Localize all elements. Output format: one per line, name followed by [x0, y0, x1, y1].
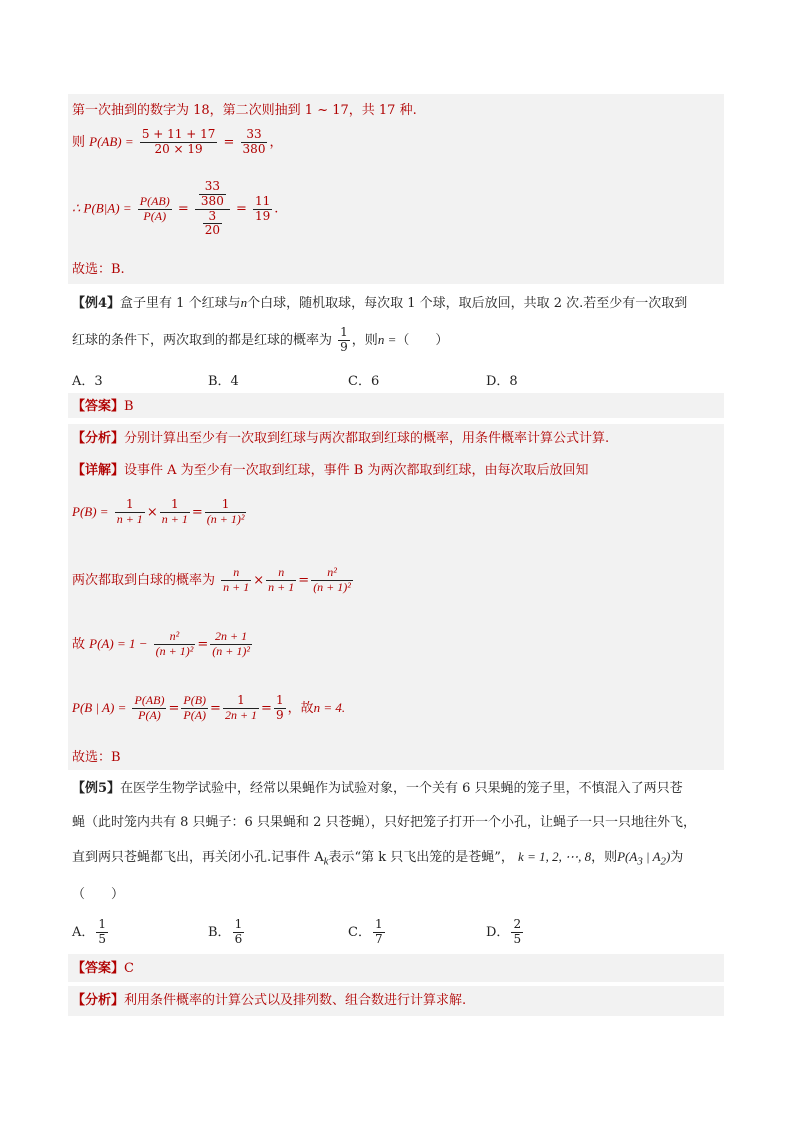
- solution-line1: 第一次抽到的数字为 18，第二次则抽到 1 ~ 17，共 17 种.: [72, 103, 417, 118]
- result-fraction: [253, 195, 272, 224]
- ex5-tag: 【例5】: [72, 781, 121, 796]
- ex5-text3: 直到两只苍蝇都飞出，再关闭小孔.记事件 A: [72, 850, 324, 865]
- ex5-text4: 表示“第 k 只飞出笼的是苍蝇”，: [328, 850, 514, 865]
- ex4-answer-value: B: [124, 399, 134, 414]
- ex4-cond-line: P(B | A) = $\frac{P(AB)}{P(A)}$ = $\frac{P(B)}{P(A)}$ = $\frac{1}{2n + 1}$ = $\frac{1}{9}$ ，故n = 4.: [72, 693, 346, 722]
- f1-num: 1: [115, 498, 145, 513]
- ex4-analysis: [72, 432, 609, 445]
- c4-den: 9: [275, 707, 284, 722]
- c4: [274, 694, 286, 723]
- ex4-option-a[interactable]: A．3: [72, 374, 103, 389]
- ex5-answer-tag: 【答案】: [72, 961, 125, 976]
- ex5-krange: k = 1, 2, ⋯, 8: [518, 849, 592, 864]
- nest-top-den: 380: [200, 193, 224, 208]
- pba-den: P(A): [143, 208, 167, 223]
- ex5-opt-a-den: 5: [98, 931, 107, 946]
- ex5-paren: （ ）: [72, 887, 125, 902]
- f2: [160, 498, 190, 527]
- f1-den: n + 1: [116, 511, 143, 526]
- ex5-text1: 在医学生物学试验中，经常以果蝇作为试验对象，一个关有 6 只果蝇的笼子里，不慎混入了两只苍: [120, 781, 683, 796]
- w2: [266, 566, 296, 595]
- ex5-sub-k: k: [323, 855, 329, 868]
- pb-lhs: P(B) =: [72, 503, 109, 519]
- pa2: [210, 630, 252, 659]
- ex5-opt-b-den: 6: [234, 931, 243, 946]
- f3: [205, 498, 247, 527]
- prob-sub1: 3: [637, 855, 643, 868]
- ex5-option-a[interactable]: [72, 918, 110, 947]
- white-text: 两次都取到白球的概率为: [72, 572, 216, 588]
- ex5-answer-value: C: [124, 961, 134, 976]
- w1: [221, 566, 251, 595]
- c4-num: 1: [275, 693, 284, 707]
- equals: =: [223, 134, 235, 150]
- pba-lhs: ∴ P(B|A) =: [72, 200, 132, 216]
- ex5-analysis-text: 利用条件概率的计算公式以及排列数、组合数进行计算求解.: [124, 993, 467, 1008]
- c3: [223, 694, 259, 723]
- ex4-text2: 个白球，随机取球，每次取 1 个球，取后放回，共取 2 次.若至少有一次取到: [247, 296, 688, 311]
- ex4-text5: （ ）: [396, 332, 449, 348]
- c1-num: P(AB): [134, 693, 165, 707]
- ex4-detail-tag: 【详解】: [72, 463, 125, 478]
- prob-end: ): [665, 849, 671, 864]
- nest-bot-den: 20: [204, 223, 221, 238]
- ex5-line1: [72, 782, 683, 795]
- ex5-opt-b-label: B．: [208, 924, 231, 940]
- res-den: 19: [255, 208, 271, 223]
- f3-num: 1: [205, 498, 247, 513]
- ex5-opt-c-den: 7: [374, 931, 383, 946]
- ex5-answer: [72, 962, 134, 975]
- ex4-answer-tag: 【答案】: [72, 399, 125, 414]
- ex4-n1: n: [240, 295, 248, 310]
- nest-bot-num: 3: [203, 210, 222, 225]
- answer-block-ex4: [68, 393, 724, 418]
- pab-den2: 380: [242, 141, 266, 156]
- ex5-opt-a-label: A．: [72, 924, 95, 940]
- cond-result: n = 4.: [313, 699, 346, 715]
- ex4-option-b[interactable]: B．4: [208, 374, 239, 389]
- ex4-tag: 【例4】: [72, 296, 121, 311]
- c1-den: P(A): [138, 707, 161, 722]
- pab-lhs: P(AB) =: [89, 133, 134, 149]
- res-num: 11: [255, 193, 271, 208]
- w1-num: n: [221, 566, 251, 581]
- nested-fraction: [195, 180, 230, 238]
- ex4-frac-den: 9: [340, 339, 348, 354]
- pa1-num: n²: [154, 630, 196, 645]
- solution-line3: ∴ P(B|A) = $\frac{P(AB)}{P(A)}$ = $\frac{\frac{33}{380}}{\frac{3}{20}}$ = $\frac{11}{19}$ .: [72, 179, 279, 238]
- f3-den: (n + 1)²: [206, 511, 245, 526]
- cond-tail: ，故: [287, 700, 314, 716]
- ex5-opt-b-num: 1: [234, 917, 243, 931]
- pa1: [154, 630, 196, 659]
- nested-bottom: [195, 210, 230, 239]
- ex5-analysis-tag: 【分析】: [72, 993, 125, 1008]
- ex5-option-b[interactable]: [208, 918, 246, 947]
- ex5-text5: ，则: [591, 850, 618, 865]
- prob-sub2: 2: [660, 855, 666, 868]
- w1-den: n + 1: [223, 579, 250, 594]
- pba-fraction: [138, 195, 172, 224]
- pab-fraction2: [241, 128, 268, 157]
- ex4-option-c[interactable]: C．6: [348, 374, 380, 389]
- ex5-analysis: [72, 994, 466, 1007]
- nest-top-num: 33: [199, 180, 226, 195]
- w3-den: (n + 1)²: [313, 579, 351, 594]
- ex5-text6: 为: [670, 850, 684, 865]
- w3: [311, 566, 353, 595]
- pa1-den: (n + 1)²: [155, 643, 194, 658]
- pa2-num: 2n + 1: [210, 630, 252, 645]
- ex4-white-line: 两次都取到白球的概率为 $\frac{n}{n + 1}$ × $\frac{n}{n + 1}$ = $\frac{\text{n²}}{\text{(n + 1)²}}$: [72, 565, 351, 594]
- ex5-opt-c-label: C．: [348, 924, 371, 940]
- pa-prefix: 故: [72, 636, 86, 652]
- ex4-line2: [72, 326, 448, 355]
- ex5-opt-a-num: 1: [98, 917, 107, 931]
- ex4-choose: 故选：B: [72, 750, 121, 765]
- f1: [115, 498, 145, 527]
- ex4-text1: 盒子里有 1 个红球与: [120, 296, 241, 311]
- nested-top: [195, 180, 230, 210]
- solution-choose: 故选：B.: [72, 262, 125, 277]
- pa2-den: (n + 1)²: [212, 643, 250, 658]
- cond-lhs: P(B | A) =: [72, 699, 127, 715]
- w2-den: n + 1: [268, 579, 295, 594]
- pa-lhs: P(A) = 1 −: [89, 635, 148, 651]
- c3-den: 2n + 1: [224, 707, 258, 722]
- ex4-detail-text: 设事件 A 为至少有一次取到红球，事件 B 为两次都取到红球，由每次取后放回知: [124, 463, 589, 478]
- f2-den: n + 1: [161, 511, 188, 526]
- ex4-analysis-text: 分别计算出至少有一次取到红球与两次都取到红球的概率，用条件概率计算公式计算.: [124, 431, 610, 446]
- pab-fraction: [140, 128, 218, 157]
- ex5-opt-d-den: 5: [513, 931, 522, 946]
- ex5-opt-d-num: 2: [513, 917, 522, 931]
- ex4-frac: [338, 326, 350, 355]
- ex4-line1: [72, 296, 687, 310]
- ex4-n2: n =: [377, 331, 397, 347]
- ze-label: 则: [72, 134, 86, 150]
- w3-num: n²: [311, 566, 353, 581]
- ex5-line2: 蝇（此时笼内共有 8 只蝇子：6 只果蝇和 2 只苍蝇），只好把笼子打开一个小孔，让蝇子一只一只地往外飞，: [72, 815, 696, 830]
- ex5-option-d[interactable]: [486, 918, 525, 947]
- prob-a: P(A: [617, 849, 638, 864]
- ex4-text3: 红球的条件下，两次取到的都是红球的概率为: [72, 332, 333, 348]
- ex4-pb-line: P(B) = $\frac{1}{n + 1}$ × $\frac{1}{n + 1}$ = $\frac{1}{\text{(n + 1)²}}$: [72, 497, 245, 526]
- c2: [181, 694, 208, 723]
- answer-block-ex5: [68, 954, 724, 982]
- pba-num: P(AB): [139, 193, 170, 208]
- ex5-opt-c-num: 1: [374, 917, 383, 931]
- ex5-prob: [617, 849, 671, 868]
- pab-num2: 33: [241, 128, 268, 143]
- ex4-frac-num: 1: [340, 325, 348, 339]
- pab-den: 20 × 19: [154, 141, 203, 156]
- ex5-line3: [72, 850, 683, 867]
- ex4-answer: [72, 400, 134, 413]
- ex4-option-d[interactable]: D．8: [486, 374, 518, 389]
- c2-num: P(B): [183, 693, 207, 707]
- w2-num: n: [266, 566, 296, 581]
- f2-num: 1: [160, 498, 190, 513]
- c2-den: P(A): [183, 707, 207, 722]
- c3-num: 1: [223, 694, 259, 709]
- prob-mid: | A: [642, 849, 661, 864]
- ex5-option-c[interactable]: [348, 918, 387, 947]
- ex4-analysis-tag: 【分析】: [72, 431, 125, 446]
- solution-line2: 则 P(AB) = $\frac{5 + 11 + 17}{20 \times 19}$ = $\frac{33}{380}$ ，: [72, 127, 283, 156]
- ex4-detail: [72, 464, 589, 477]
- ex4-text4: ，则: [351, 332, 378, 348]
- ex5-opt-d-label: D．: [486, 924, 510, 940]
- ex4-pa-line: 故 P(A) = 1 − $\frac{\text{n²}}{\text{(n + 1)²}}$ = $\frac{2n + 1}{\text{(n + 1)²}}$: [72, 629, 250, 658]
- c1: [132, 694, 166, 723]
- pab-num: 5 + 11 + 17: [141, 127, 216, 141]
